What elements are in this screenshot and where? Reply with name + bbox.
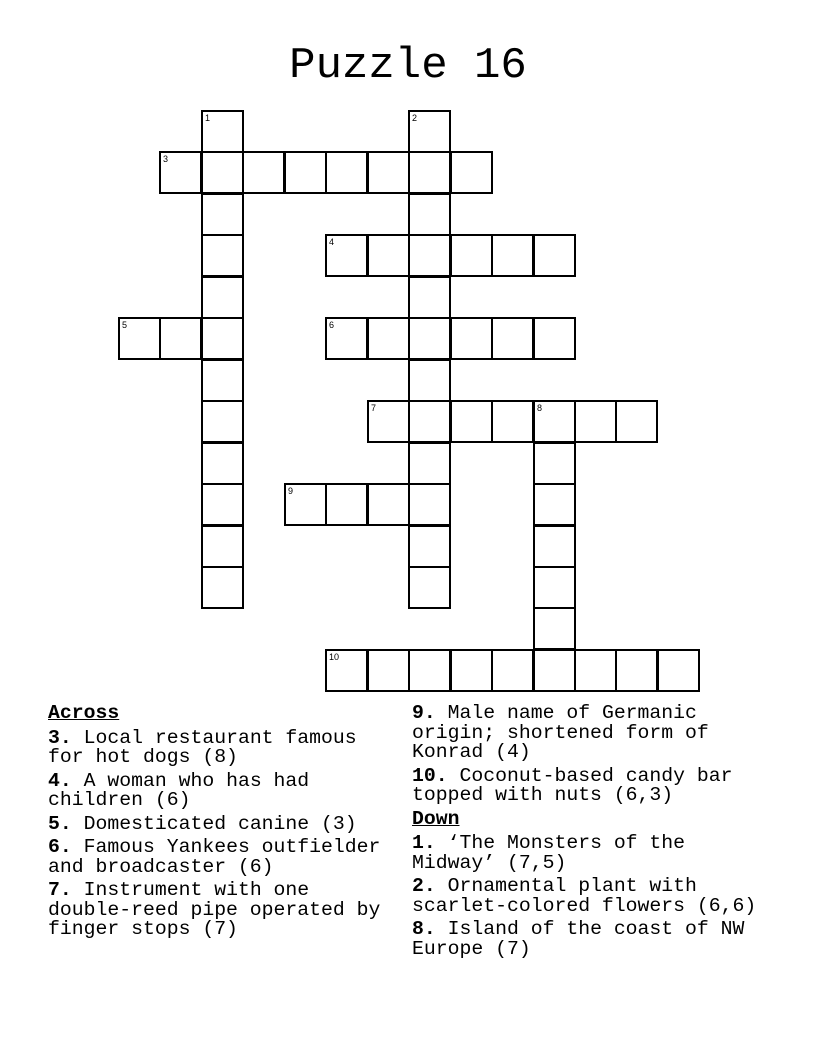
grid-cell[interactable] — [325, 649, 368, 692]
grid-cell[interactable] — [491, 649, 534, 692]
clue-text: Coconut-based candy bar topped with nuts (6,3) — [412, 764, 733, 806]
grid-cell[interactable] — [201, 276, 244, 319]
clue-text: Famous Yankees outfielder and broadcaster (6) — [48, 836, 381, 878]
grid-cell[interactable] — [408, 276, 451, 319]
grid-cell[interactable] — [491, 400, 534, 443]
cell-number: 2 — [412, 113, 418, 123]
grid-cell[interactable] — [533, 483, 576, 526]
grid-cell[interactable] — [201, 193, 244, 236]
grid-cell[interactable] — [201, 525, 244, 568]
grid-cell[interactable] — [408, 151, 451, 194]
puzzle-title: Puzzle 16 — [289, 41, 527, 91]
grid-cell[interactable] — [408, 566, 451, 609]
cell-number: 1 — [205, 113, 211, 123]
clue-text: A woman who has had children (6) — [48, 769, 310, 811]
clue-number: 6. — [48, 836, 72, 858]
grid-cell[interactable] — [533, 317, 576, 360]
grid-cell[interactable] — [408, 400, 451, 443]
cell-number: 5 — [122, 320, 128, 330]
grid-cell[interactable] — [533, 442, 576, 485]
grid-cell[interactable] — [450, 400, 493, 443]
grid-cell[interactable] — [533, 566, 576, 609]
grid-cell[interactable] — [201, 151, 244, 194]
grid-cell[interactable] — [450, 649, 493, 692]
grid-cell[interactable] — [118, 317, 161, 360]
clue-number: 7. — [48, 879, 72, 901]
grid-cell[interactable] — [657, 649, 700, 692]
grid-cell[interactable] — [574, 400, 617, 443]
clues-right-column — [412, 704, 762, 963]
grid-cell[interactable] — [408, 525, 451, 568]
clue-text: Male name of Germanic origin; shortened form of Konrad (4) — [412, 702, 709, 763]
cell-number: 9 — [288, 486, 294, 496]
grid-cell[interactable] — [201, 400, 244, 443]
grid-cell[interactable] — [201, 566, 244, 609]
grid-cell[interactable] — [408, 234, 451, 277]
clue-text: Instrument with one double-reed pipe operated by finger stops (7) — [48, 879, 381, 940]
grid-cell[interactable] — [325, 317, 368, 360]
grid-cell[interactable] — [284, 483, 327, 526]
grid-cell[interactable] — [367, 234, 410, 277]
grid-cell[interactable] — [533, 234, 576, 277]
clue-number: 1. — [412, 832, 436, 854]
clue-across-3 — [48, 726, 386, 768]
cell-number: 8 — [537, 403, 543, 413]
cell-number: 10 — [329, 652, 340, 662]
grid-cell[interactable] — [408, 193, 451, 236]
cell-number: 6 — [329, 320, 335, 330]
clues-left-column — [48, 704, 386, 944]
grid-cell[interactable] — [201, 483, 244, 526]
grid-cell[interactable] — [159, 317, 202, 360]
grid-cell[interactable] — [201, 359, 244, 402]
grid-cell[interactable] — [450, 317, 493, 360]
grid-cell[interactable] — [367, 317, 410, 360]
grid-cell[interactable] — [450, 151, 493, 194]
clue-across-9 — [412, 704, 762, 763]
clue-across-10 — [412, 764, 762, 806]
clue-number: 4. — [48, 769, 72, 792]
cell-number: 3 — [163, 154, 169, 164]
grid-cell[interactable] — [408, 483, 451, 526]
cell-number: 7 — [371, 403, 377, 413]
clue-down-1 — [412, 834, 762, 873]
grid-cell[interactable] — [408, 359, 451, 402]
clue-text: Ornamental plant with scarlet-colored flowers (6,6) — [412, 875, 757, 917]
grid-cell[interactable] — [533, 607, 576, 650]
clue-text: ‘The Monsters of the Midway’ (7,5) — [412, 832, 686, 874]
grid-cell[interactable] — [201, 234, 244, 277]
cell-number: 4 — [329, 237, 335, 247]
clue-down-8 — [412, 920, 762, 959]
grid-cell[interactable] — [533, 649, 576, 692]
grid-cell[interactable] — [325, 234, 368, 277]
grid-cell[interactable] — [201, 317, 244, 360]
grid-cell[interactable] — [533, 400, 576, 443]
clue-number: 3. — [48, 726, 72, 749]
down-heading: Down — [412, 807, 460, 830]
grid-cell[interactable] — [408, 442, 451, 485]
grid-cell[interactable] — [201, 110, 244, 153]
clue-across-4 — [48, 769, 386, 811]
clue-across-6 — [48, 838, 386, 877]
grid-cell[interactable] — [408, 110, 451, 153]
grid-cell[interactable] — [491, 317, 534, 360]
clue-across-7 — [48, 881, 386, 940]
grid-cell[interactable] — [284, 151, 327, 194]
across-heading: Across — [48, 702, 120, 724]
grid-cell[interactable] — [615, 400, 658, 443]
grid-cell[interactable] — [367, 400, 410, 443]
clue-number: 10. — [412, 764, 448, 787]
grid-cell[interactable] — [325, 151, 368, 194]
clue-across-5 — [48, 812, 386, 835]
grid-cell[interactable] — [325, 483, 368, 526]
grid-cell[interactable] — [367, 151, 410, 194]
clue-number: 9. — [412, 702, 436, 724]
clue-text: Domesticated canine (3) — [83, 812, 357, 835]
grid-cell[interactable] — [408, 649, 451, 692]
grid-cell[interactable] — [159, 151, 202, 194]
grid-cell[interactable] — [450, 234, 493, 277]
grid-cell[interactable] — [367, 483, 410, 526]
clue-number: 8. — [412, 918, 436, 940]
grid-cell[interactable] — [533, 525, 576, 568]
clue-text: Local restaurant famous for hot dogs (8) — [48, 726, 357, 768]
grid-cell[interactable] — [201, 442, 244, 485]
grid-cell[interactable] — [574, 649, 617, 692]
clue-text: Island of the coast of NW Europe (7) — [412, 918, 745, 960]
grid-cell[interactable] — [615, 649, 658, 692]
clue-number: 2. — [412, 875, 436, 897]
clue-number: 5. — [48, 812, 72, 835]
grid-cell[interactable] — [491, 234, 534, 277]
grid-cell[interactable] — [367, 649, 410, 692]
clue-down-2 — [412, 877, 762, 916]
grid-cell[interactable] — [408, 317, 451, 360]
grid-cell[interactable] — [242, 151, 285, 194]
